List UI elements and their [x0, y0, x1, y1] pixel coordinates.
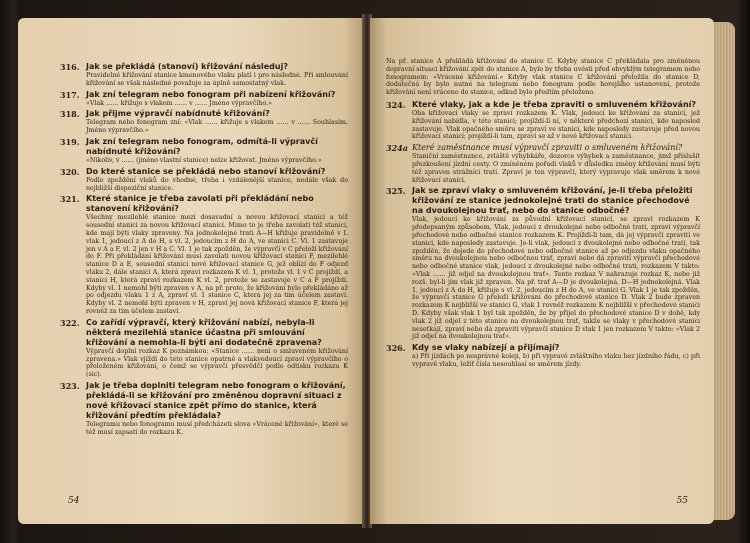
question-316 [60, 62, 348, 88]
question-answer: Oba křižovací vlaky se zpraví rozkazem K. Vlak, jedoucí ke křižování za stanicí, jež křižování nabídla, v této stanici; projíždí-li ní, v některé předchozí stanici, kde naposled zastavuje. Vlak opačného směru se zpraví ve stanici, kde naposledy zastavuje před novou křižovací stanicí; projíždí-li tam, zpraví se až v nové křižovací stanici. [412, 109, 700, 141]
question-title: Jak přijme výpravčí nabídnuté křižování? [86, 109, 270, 119]
question-answer: Staniční zaměstnance, zvláště výhybkáře, dozorce výhybek a zaměstnance, jimž příslušít přezkoušení jízdní cesty. O zmíněném pořadí vlaků v důsledku změny křižování musí býti též zpraven strážníci tratí. Zpraví je ten výpravčí, který vypravuje vlak směrem k nové křižovací stanici. [412, 153, 700, 184]
question-title: Co zařídí výpravčí, který křižování nabízí, nebyla-li některá mezilehlá stanice účastna při smlouvání křižování a nemohla-li býti ani dodatečně zpravena? [86, 317, 322, 347]
question-answer: Telegram nebo fonogram zní: «Vlak …… křižuje s vlakem …… v …… Souhlasím. Jméno výpravčího.» [86, 119, 348, 135]
question-317 [60, 90, 348, 108]
question-answer: a) Při jízdách po nesprávné koleji, b) při vypravě zvláštního vlaku bez jízdního řádu, c) při vypravě vlaku, ležíť čísla nesouhlasí se směrem jízdy. [412, 353, 700, 368]
question-number: 326. [386, 343, 406, 354]
question-326 [386, 343, 700, 369]
question-answer: «Nikoliv, v …… (jméno vlastní stanice) nelze křižovat. Jméno výpravčího.» [86, 156, 322, 164]
right-page [370, 18, 714, 524]
question-325 [386, 186, 700, 341]
question-number: 324. [386, 99, 406, 110]
question-answer: «Vlak …… křižuje s vlakem …… v …… Jméno výpravčího.» [86, 99, 272, 107]
question-number: 322. [60, 317, 80, 328]
question-answer: Telegramu nebo fonogramu musí předcházeti slova «Vrácené křižování», které se též musí zapsati do rozkazu K. [86, 420, 348, 436]
question-answer: Všechny mezilehlé stanice mezi dosavadní a novou křižovací stanicí a též sousední stanici za novou křižovací stanicí. Mimo to je třeba zavolati též stanici, kde mají býti vlaky zpraveny. Na jednokolejné trati A—H křižuje pravidelně v I. vlak 1, jedoucí z A do H, s vl. 2, jedoucím z H do A, ve stanici C. Vl. 1 zastavuje jen v A a F, vl. 2 jen v H a C. Vl. 1 je tak zpožděn, že výpravčí v C přeloží křižování do F. Při překládání křižování musí zavolati novou křižovací stanici F, mezilehlé stanice D a E, sousední stanici nové křižovací stanice G, jež oblízí do F odjezd vlaku 2, dále stanici A, která zpraví rozkazem K vl. 1, protože vl. 1 v C projíždí, a stanici H, která zpraví rozkazem K vl. 2, protože se zastavuje v C a F projíždí. Kdyby vl. 1 nemohl býti zpraven v A, na př. proto, že křižování bylo překládáno až po odjezdu vlaku 1 z A, zpraví vl. 1 stanice C, která jej za tím účelem zastaví. Kdyby vl. 2 nemohl býti zpraven v H, zpraví jej nová křižovací stanice F, která jej rovněž za tím účelem zastaví. [86, 214, 348, 315]
question-322 [60, 318, 348, 379]
continuation-paragraph: Na př. stanice A překládá křižování do stanice C. Kdyby stanice C překládala pro změněnou dopravní situaci křižování zpět do stanice A, bylo by třeba uvésti před obvyklým telegramem nebo fonogramem: «Vrácené křižování.» Kdyby vlak stanice C křižování přeložila do stanice D, dodatečná by bylo nutné na telegram nebo fonogram podle horejšího ustanovení, protože křižování není vráceno do stanice, odkud bylo předtím přeloženo. [386, 58, 700, 97]
page-number-left: 54 [68, 496, 80, 506]
question-number: 320. [60, 166, 80, 177]
question-answer: Pravidelné křižování stanice kmenového vlaku platí i pro následné. Při smlouvání křižování se však následné považuje za úplně samostatný vlak. [86, 72, 348, 87]
question-title: Jak se zpraví vlaky o smluveném křižování, je-li třeba přeložiti křižování ze stanice jednokolejné trati do stanice přechodové na dvoukolejnou trať, nebo do stanice odbočné? [412, 186, 693, 216]
question-answer: Výpravčí doplní rozkaz K poznámkou: «Stanice …… není o smluveném křižování zpravena.» Vlak vjíždí do této stanice opatrně a vlakvedoucí zpraví výpravčího o přeloženém křižování, o čemž se výpravčí přesvědčí podle odtisku rozkazu K (sic). [86, 347, 348, 379]
question-title: Jak se překládá (stanoví) křižování následuj? [86, 62, 288, 71]
question-title: Jak zní telegram nebo fonogram při nabízení křižování? [86, 89, 336, 99]
question-319 [60, 137, 348, 165]
question-324a [386, 143, 700, 184]
right-page-content [386, 58, 700, 490]
question-answer: Vlak, jedoucí ke křižování za původní křižovací stanicí, se zpraví rozkazem K předepsaným způsobem. Vlak, jedoucí z dvoukolejné nebo odbočné trati, zpraví výpravčí přechodové nebo odbočné stanice rozkazem K. Projíždí-li tam, dá jej výpravčí zpraviti ve stanici, kde naposledy zastavuje. Je-li vlak, jedoucí z dvoukolejné nebo odbočné trati, tak zpožděn, že dojede do přechodové nebo odbočné stanice až po odjezdu vlaku opačného směru na dvoukolejnou nebo odbočnou trať, zpraví nebo dá zpraviti výpravčí přechodové nebo odbočné stanice vlak, jedoucí z dvoukolejné nebo odbočné trati, rozkazem V takto: «Vlak …… již odjel na dvoukolejnou trať». Tento rozkaz V nahrazuje rozkaz K, nebo již rozš. byl-li jím vlak již zpraven. Na př. trať A—D je dvoukolejná, D—H jednokolejná. Vlak 1, jedoucí z A do H, křižuje s vl. 2, jedoucím z H do A, ve stanici G. Vlak 1 je tak zpožděn, že výpravčí stanice G přeloží křižování do přechodové stanice D. Vlak 2 bude zpraven rozkazem K nejbližší ve stanici G, vlak 1 rovněž rozkazem K nejbližší v přechodové stanici D. Kdyby však vlak 1 byl tak zpožděn, že by přijel do přechodové stanice D v době, kdy vlak 2 již odjel z této stanice na dvoukolejnou trať, takže se vlaky v přechodové stanici nesetkají, zpraví nebo dá zpraviti výpravčí stanice D vlak 1 jen rozkazem V takto: «Vlak 2 již odjel na dvoukolejnou trať». [412, 216, 700, 341]
question-number: 319. [60, 136, 80, 147]
question-answer: Podle zpoždění vlaků do vhodné, třeba i vzdálenější stanice, nedále však do nejbližší dispoziční stanice. [86, 176, 348, 192]
question-title: Které zaměstnance musí výpravčí zpraviti o smluveném křižování? [412, 143, 683, 153]
question-title: Kdy se vlaky nabízejí a přijímají? [412, 343, 560, 353]
question-number: 323. [60, 380, 80, 391]
question-number: 321. [60, 194, 80, 205]
question-320 [60, 167, 348, 193]
question-title: Jak zní telegram nebo fonogram, odmítá-li výpravčí nabídnuté křižování? [86, 136, 318, 156]
question-324 [386, 100, 700, 141]
question-number: 325. [386, 186, 406, 197]
question-title: Které vlaky, jak a kde je třeba zpraviti o smluveném křižování? [412, 99, 697, 109]
question-title: Jak je třeba doplniti telegram nebo fonogram o křižování, překládá-li se křižování pro změněnou dopravní situaci z nové křižovací stanice zpět přímo do stanice, která křižování předtím překládala? [86, 380, 346, 420]
question-number: 317. [60, 89, 80, 100]
question-number: 324a [386, 143, 408, 154]
question-number: 316. [60, 62, 80, 72]
page-edges [713, 22, 735, 520]
page-number-right: 55 [676, 496, 688, 506]
question-title: Do které stanice se překládá nebo stanoví křižování? [86, 166, 326, 176]
left-page [18, 18, 364, 524]
question-323 [60, 381, 348, 437]
question-318 [60, 109, 348, 135]
question-321 [60, 194, 348, 315]
question-title: Které stanice je třeba zavolati při překládání nebo stanovení křižování? [86, 194, 314, 214]
question-number: 318. [60, 109, 80, 120]
left-page-content [60, 62, 348, 490]
